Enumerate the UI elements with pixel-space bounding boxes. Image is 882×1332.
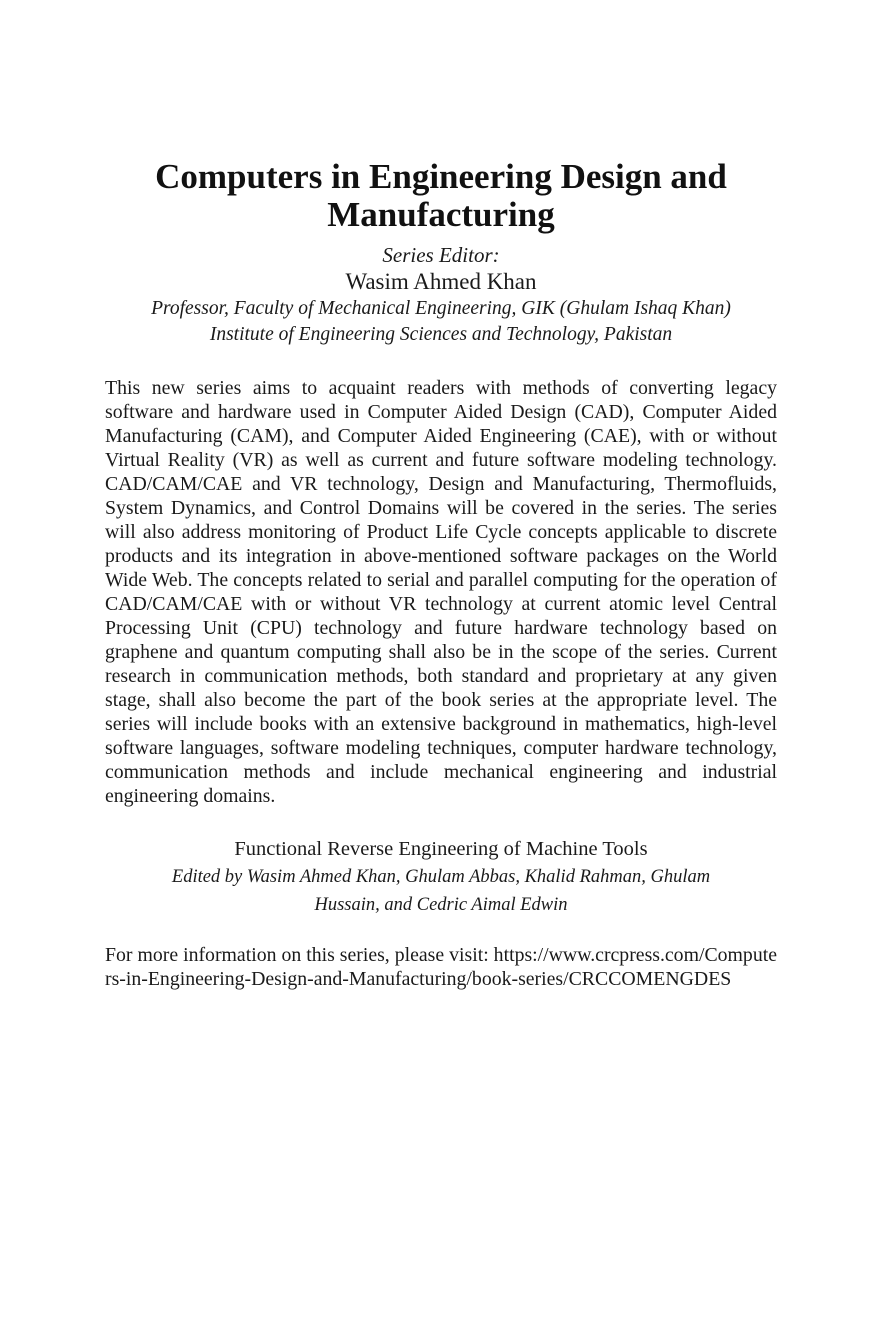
editor-affiliation-line1: Professor, Faculty of Mechanical Engineering, GIK (Ghulam Ishaq Khan) bbox=[151, 298, 731, 319]
book-title: Functional Reverse Engineering of Machine Tools bbox=[234, 838, 648, 860]
series-title: Computers in Engineering Design and Manufacturing bbox=[155, 157, 727, 234]
series-description: This new series aims to acquaint readers with methods of converting legacy software and hardware used in Computer Aided Design (CAD), Computer Aided Manufacturing (CAM), and Computer Aided Engineering (CAE), with or without Virtual Reality (VR) as well as current and future software modeling technology. CAD/CAM/CAE and VR technology, Design and Manufacturing, Thermofluids, System Dynamics, and Control Domains will be covered in the series. The series will also address monitoring of Product Life Cycle concepts applicable to discrete products and its integration in above-mentioned software packages on the World Wide Web. The concepts related to serial and parallel computing for the operation of CAD/CAM/CAE with or without VR technology at current atomic level Central Processing Unit (CPU) technology and future hardware technology based on graphene and quantum computing shall also be in the scope of the series. Current research in communication methods, both standard and proprietary at any given stage, shall also become the part of the book series at the appropriate level. The series will include books with an extensive background in mathematics, high-level software languages, software modeling techniques, computer hardware technology, communication methods and include mechanical engineering and industrial engineering domains. bbox=[105, 377, 777, 807]
book-editors: Edited by Wasim Ahmed Khan, Ghulam Abbas, Khalid Rahman, Ghulam Hussain, and Cedric Aimal Edwin bbox=[171, 867, 711, 915]
series-editor-label: Series Editor: bbox=[382, 243, 500, 267]
editor-affiliation-line2: Institute of Engineering Sciences and Technology, Pakistan bbox=[209, 324, 673, 345]
book-list bbox=[105, 835, 777, 919]
series-editor-name: Wasim Ahmed Khan bbox=[345, 269, 537, 294]
more-info-text: For more information on this series, please visit: https://www.crcpress.com/Computers-in-Engineering-Design-and-Manufacturing/book-series/CRCCOMENGDES bbox=[105, 944, 777, 990]
series-page bbox=[105, 158, 777, 1011]
book-entry bbox=[105, 835, 777, 919]
